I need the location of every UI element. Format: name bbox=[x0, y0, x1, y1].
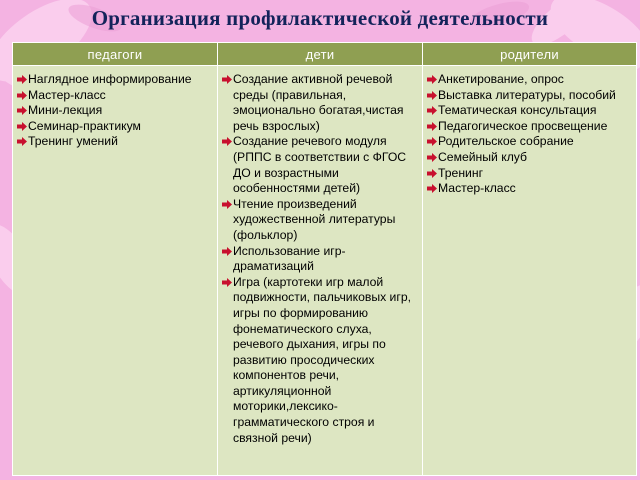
table-row bbox=[13, 66, 637, 476]
arrow-bullet-icon bbox=[17, 122, 27, 131]
cell-parents bbox=[423, 66, 637, 476]
teachers-list bbox=[17, 72, 213, 150]
list-item-text: Чтение произведений художественной литературы (фольклор) bbox=[233, 196, 396, 242]
list-item-text: Тренинг bbox=[438, 165, 484, 180]
list-item-text: Мини-лекция bbox=[28, 103, 103, 118]
arrow-bullet-icon bbox=[427, 106, 437, 115]
list-item-text: Создание речевого модуля (РППС в соответствии с ФГОС ДО и возрастными особенностями детей) bbox=[233, 134, 407, 196]
arrow-bullet-icon bbox=[222, 247, 232, 256]
list-item bbox=[222, 275, 418, 447]
arrow-bullet-icon bbox=[427, 122, 437, 131]
header-children: дети bbox=[218, 43, 423, 66]
list-item bbox=[17, 134, 213, 150]
arrow-bullet-icon bbox=[222, 137, 232, 146]
list-item-text: Мастер-класс bbox=[438, 181, 516, 196]
list-item bbox=[427, 119, 632, 135]
list-item bbox=[427, 103, 632, 119]
arrow-bullet-icon bbox=[427, 153, 437, 162]
arrow-bullet-icon bbox=[427, 91, 437, 100]
list-item bbox=[17, 119, 213, 135]
list-item-text: Тренинг умений bbox=[28, 134, 118, 149]
list-item bbox=[222, 244, 418, 275]
children-list bbox=[222, 72, 418, 446]
activity-table bbox=[12, 42, 637, 476]
list-item bbox=[222, 134, 418, 196]
arrow-bullet-icon bbox=[427, 184, 437, 193]
list-item-text: Игра (картотеки игр малой подвижности, пальчиковых игр, игры по формированию фонематического слуха, речевого дыхания, игры по развитию просодических компонентов речи, артикуляционной моторики,лексико-грамматического строя и связной речи) bbox=[233, 274, 411, 445]
header-teachers: педагоги bbox=[13, 43, 218, 66]
arrow-bullet-icon bbox=[17, 75, 27, 84]
list-item bbox=[17, 72, 213, 88]
arrow-bullet-icon bbox=[427, 137, 437, 146]
list-item bbox=[427, 72, 632, 88]
arrow-bullet-icon bbox=[222, 200, 232, 209]
arrow-bullet-icon bbox=[17, 137, 27, 146]
list-item-text: Семинар-практикум bbox=[28, 118, 141, 133]
list-item bbox=[17, 103, 213, 119]
list-item-text: Использование игр-драматизаций bbox=[233, 243, 346, 274]
list-item-text: Педагогическое просвещение bbox=[438, 118, 608, 133]
table-header-row bbox=[13, 43, 637, 66]
list-item bbox=[427, 150, 632, 166]
list-item-text: Мастер-класс bbox=[28, 87, 106, 102]
arrow-bullet-icon bbox=[427, 169, 437, 178]
arrow-bullet-icon bbox=[222, 278, 232, 287]
cell-children bbox=[218, 66, 423, 476]
arrow-bullet-icon bbox=[17, 106, 27, 115]
slide-title: Организация профилактической деятельности bbox=[91, 6, 549, 30]
parents-list bbox=[427, 72, 632, 197]
list-item bbox=[17, 88, 213, 104]
list-item-text: Выставка литературы, пособий bbox=[438, 87, 616, 102]
header-parents: родители bbox=[423, 43, 637, 66]
arrow-bullet-icon bbox=[222, 75, 232, 84]
list-item bbox=[427, 181, 632, 197]
cell-teachers bbox=[13, 66, 218, 476]
arrow-bullet-icon bbox=[17, 91, 27, 100]
list-item bbox=[222, 197, 418, 244]
list-item-text: Родительское собрание bbox=[438, 134, 574, 149]
list-item-text: Наглядное информирование bbox=[28, 72, 192, 86]
arrow-bullet-icon bbox=[427, 75, 437, 84]
list-item-text: Семейный клуб bbox=[438, 149, 528, 164]
list-item-text: Создание активной речевой среды (правильная, эмоционально богатая,чистая речь взрослых) bbox=[233, 72, 404, 133]
list-item-text: Тематическая консультация bbox=[438, 103, 597, 118]
list-item bbox=[427, 166, 632, 182]
list-item bbox=[427, 88, 632, 104]
list-item-text: Анкетирование, опрос bbox=[438, 72, 564, 86]
list-item bbox=[427, 134, 632, 150]
list-item bbox=[222, 72, 418, 134]
